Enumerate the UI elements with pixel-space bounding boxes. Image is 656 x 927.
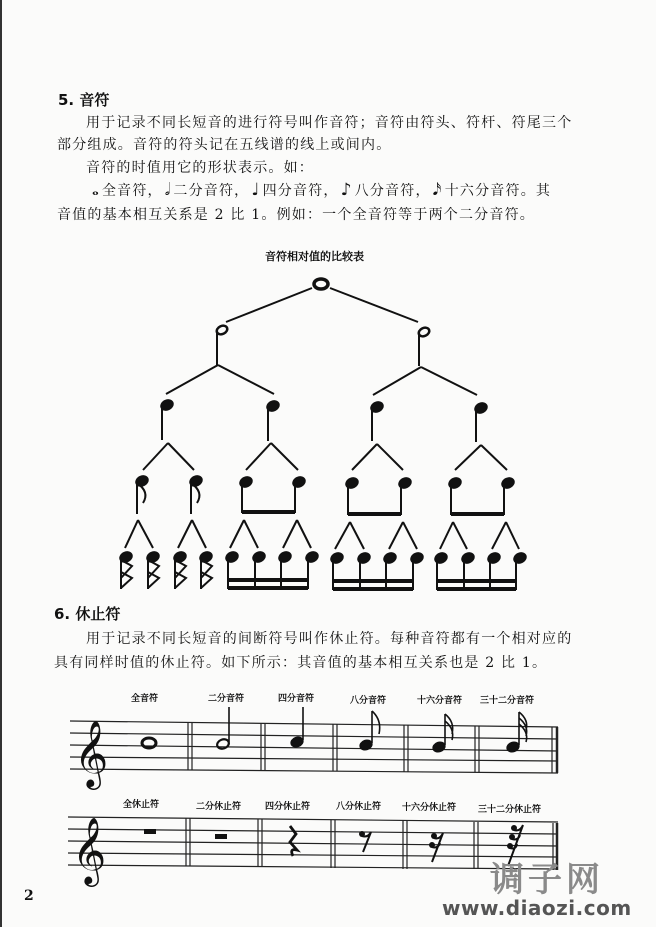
note-label-quarter: 四分音符 — [278, 694, 315, 704]
note-label-sixteenth: 十六分音符 — [417, 696, 463, 706]
note-label-whole: 全音符 — [131, 694, 159, 704]
section-5-para1-line1: 用于记录不同长短音的进行符号叫作音符；音符由符头、符杆、符尾三个 — [86, 115, 573, 131]
section-5-heading: 5. 音符 — [58, 91, 110, 109]
quarter-note-icons — [160, 398, 489, 442]
treble-clef-icon-2: 𝄞 — [72, 816, 107, 884]
rest-label-eighth: 八分休止符 — [336, 802, 382, 812]
treble-clef-icon: 𝄞 — [74, 719, 109, 787]
example-label: 八分音符， — [354, 183, 431, 199]
example-label: 十六分音符。其 — [444, 183, 552, 199]
section-6-heading: 6. 休止符 — [54, 605, 121, 623]
eighth-note-icon: ♪ — [340, 180, 353, 200]
page-number: 2 — [24, 888, 34, 904]
rest-label-quarter: 四分休止符 — [265, 802, 311, 812]
note-label-thirty-second: 三十二分音符 — [480, 696, 535, 706]
example-label: 二分音符， — [173, 183, 250, 199]
whole-note-icon — [314, 279, 328, 289]
rest-label-sixteenth: 十六分休止符 — [402, 803, 457, 813]
quarter-note-icon: ♩ — [251, 180, 261, 200]
half-note-icons — [215, 324, 430, 338]
note-label-half: 二分音符 — [208, 694, 245, 704]
watermark-url: www.diaozi.com — [442, 896, 632, 920]
rest-label-whole: 全休止符 — [123, 800, 160, 810]
example-label: 四分音符， — [262, 183, 339, 199]
whole-note-icon: 𝅝 — [92, 180, 100, 200]
section-5-para1-line2: 部分组成。音符的符头记在五线谱的线上或间内。 — [57, 137, 392, 153]
eighth-note-icons — [135, 474, 516, 516]
section-6-para1-line2: 具有同样时值的休止符。如下所示：其音值的基本相互关系也是 2 比 1。 — [54, 655, 548, 671]
section-6-para1-line1: 用于记录不同长短音的间断符号叫作休止符。每种音符都有一个相对应的 — [86, 631, 573, 647]
section-5-para3-line2: 音值的基本相互关系是 2 比 1。例如：一个全音符等于两个二分音符。 — [57, 207, 535, 223]
rest-label-half: 二分休止符 — [196, 802, 242, 812]
example-label: 全音符， — [101, 183, 163, 199]
half-note-icon: 𝅗𝅥 — [164, 180, 172, 200]
tree-diagram-title: 音符相对值的比较表 — [265, 250, 364, 263]
rests-staff — [68, 817, 558, 870]
note-label-eighth: 八分音符 — [350, 696, 387, 706]
sixteenth-note-icon: 𝅘𝅥𝅯 — [432, 180, 443, 200]
rest-label-thirty-second: 三十二分休止符 — [478, 805, 542, 815]
watermark-title: 调子网 — [490, 860, 604, 900]
section-5-para2: 音符的时值用它的形状表示。如： — [86, 160, 314, 176]
sixteenth-note-icons — [119, 550, 528, 591]
